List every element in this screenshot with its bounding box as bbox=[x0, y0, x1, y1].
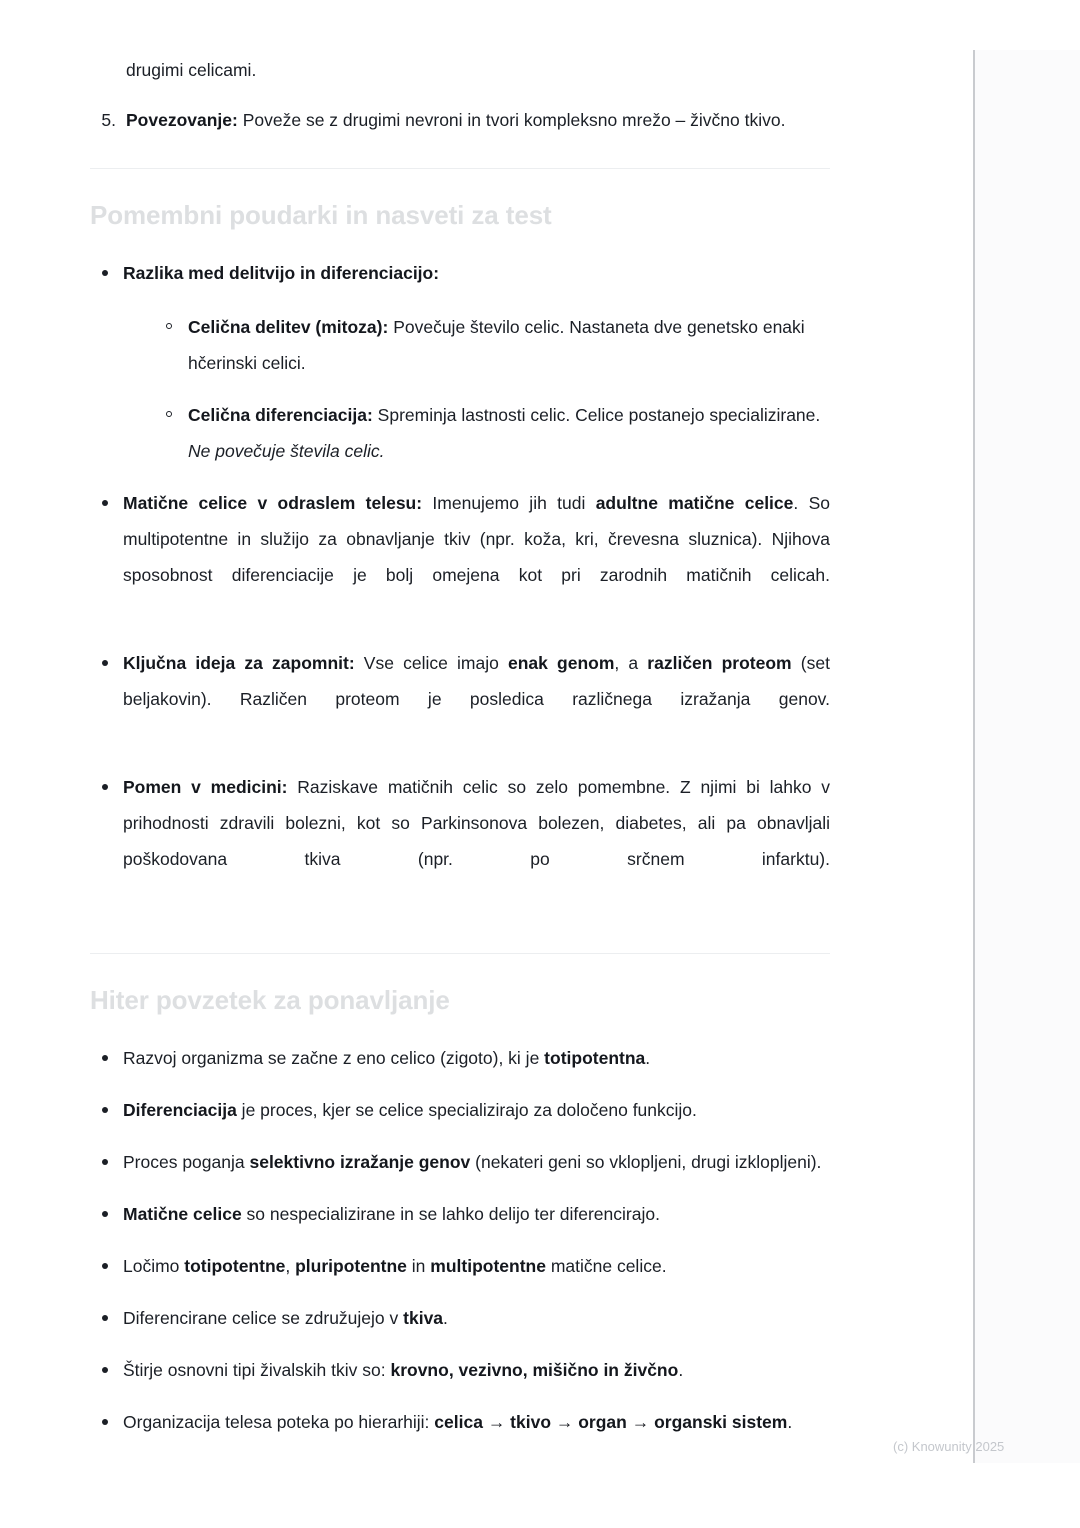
list-item-text bbox=[123, 1248, 830, 1284]
list-item-body: . bbox=[787, 1411, 793, 1432]
list-item-emphasis-1: adultne matične celice bbox=[595, 492, 794, 513]
list-item-emphasis: selektivno izražanje genov bbox=[249, 1151, 471, 1172]
list-item-body: . bbox=[443, 1307, 448, 1328]
bullet-dot-icon bbox=[102, 1315, 108, 1321]
list-item-body: Raziskave matičnih celic so zelo pomembne. Z njimi bi lahko v prihodnosti zdravili bolezni, kot so Parkinsonova bolezen, diabetes, ali pa obnavljali poškodovana tkiva (npr. po srčnem infarktu). bbox=[123, 776, 831, 869]
bullet-dot-icon bbox=[102, 1367, 108, 1373]
list-item-body-1: Vse celice imajo bbox=[354, 652, 508, 673]
list-item-emphasis: Diferenciacija bbox=[123, 1099, 237, 1120]
bullet-dot-icon bbox=[102, 660, 108, 666]
list-item-body: Proces poganja bbox=[123, 1151, 250, 1172]
section-divider-2 bbox=[90, 953, 830, 954]
list-item-text bbox=[123, 1144, 830, 1180]
section-divider-1 bbox=[90, 168, 830, 169]
numbered-item-body: Poveže se z drugimi nevroni in tvori kompleksno mrežo – živčno tkivo. bbox=[237, 110, 786, 130]
nested-item-text bbox=[188, 397, 830, 469]
nested-bullet-list bbox=[123, 309, 830, 469]
list-item bbox=[90, 1248, 830, 1284]
tips-bullet-list bbox=[90, 255, 830, 913]
bullet-dot-icon bbox=[102, 1159, 108, 1165]
list-item-body: so nespecializirane in se lahko delijo ter diferencirajo. bbox=[241, 1203, 660, 1224]
bullet-ring-icon bbox=[166, 411, 172, 417]
numbered-item-label: Povezovanje: bbox=[126, 110, 238, 130]
list-item-body: in bbox=[406, 1255, 431, 1276]
list-item-body-3: (set beljakovin). Različen proteom je posledica različnega izražanja genov. bbox=[123, 652, 830, 709]
list-item-text bbox=[123, 1092, 830, 1128]
bullet-dot-icon bbox=[102, 784, 108, 790]
list-item bbox=[156, 309, 830, 381]
list-item-body: Organizacija telesa poteka po hierarhiji: bbox=[123, 1411, 435, 1432]
copyright-watermark: (c) Knowunity 2025 bbox=[893, 1439, 1005, 1454]
list-item-emphasis: totipotentne bbox=[184, 1255, 286, 1276]
list-item-emphasis: celica → tkivo → organ → organski sistem bbox=[434, 1411, 788, 1432]
list-item bbox=[90, 769, 830, 913]
list-item-body: Diferencirane celice se združujejo v bbox=[123, 1307, 404, 1328]
list-item-body: (nekateri geni so vklopljeni, drugi izklopljeni). bbox=[470, 1151, 822, 1172]
list-item-text bbox=[123, 769, 830, 913]
list-item-text bbox=[123, 1196, 830, 1232]
list-item-label: Ključna ideja za zapomnit: bbox=[123, 652, 355, 673]
bullet-dot-icon bbox=[102, 270, 108, 276]
list-item bbox=[156, 397, 830, 469]
list-item-emphasis: pluripotentne bbox=[295, 1255, 407, 1276]
numbered-list-item bbox=[90, 102, 830, 138]
list-item bbox=[90, 255, 830, 469]
bullet-dot-icon bbox=[102, 1107, 108, 1113]
list-item-label: Matične celice v odraslem telesu: bbox=[123, 492, 423, 513]
list-item-text bbox=[123, 1300, 830, 1336]
nested-item-body: Spreminja lastnosti celic. Celice postanejo specializirane. bbox=[372, 404, 821, 425]
list-item-text bbox=[123, 645, 830, 753]
list-item-emphasis-1: enak genom bbox=[507, 652, 615, 673]
list-item-text bbox=[123, 255, 830, 291]
list-item-emphasis: multipotentne bbox=[430, 1255, 546, 1276]
bullet-ring-icon bbox=[166, 323, 172, 329]
list-item-body-2: . So multipotentne in služijo za obnavljanje tkiv (npr. koža, kri, črevesna sluznica). Njihova sposobnost diferenciacije je bolj omejena kot pri zarodnih matičnih celicah. bbox=[123, 492, 830, 585]
orphan-text-line: drugimi celicami. bbox=[126, 60, 257, 80]
bullet-dot-icon bbox=[102, 500, 108, 506]
list-item-body-2: , a bbox=[614, 652, 648, 673]
list-item-label: Razlika med delitvijo in diferenciacijo: bbox=[123, 262, 440, 283]
section-heading-tips: Pomembni poudarki in nasveti za test bbox=[90, 200, 552, 230]
document-content-column bbox=[90, 0, 830, 1456]
list-item bbox=[90, 1092, 830, 1128]
numbered-item-text bbox=[126, 102, 830, 138]
list-item bbox=[90, 1300, 830, 1336]
list-item-body: , bbox=[285, 1255, 296, 1276]
nested-item-italic-note: Ne povečuje števila celic. bbox=[188, 440, 385, 461]
list-item-body: . bbox=[678, 1359, 684, 1380]
list-item-body: Štirje osnovni tipi živalskih tkiv so: bbox=[123, 1359, 391, 1380]
bullet-dot-icon bbox=[102, 1211, 108, 1217]
list-item bbox=[90, 1144, 830, 1180]
list-item-body: . bbox=[645, 1047, 651, 1068]
list-item bbox=[90, 1352, 830, 1388]
numbered-list bbox=[90, 102, 830, 138]
nested-item-label: Celična delitev (mitoza): bbox=[188, 316, 389, 337]
list-item-text bbox=[123, 1404, 830, 1440]
bullet-dot-icon bbox=[102, 1419, 108, 1425]
bullet-dot-icon bbox=[102, 1055, 108, 1061]
list-item bbox=[90, 645, 830, 753]
nested-item-text bbox=[188, 309, 830, 381]
list-item bbox=[90, 1040, 830, 1076]
list-item-emphasis: krovno, vezivno, mišično in živčno bbox=[390, 1359, 679, 1380]
list-item-emphasis: tkiva bbox=[403, 1307, 444, 1328]
list-item bbox=[90, 1196, 830, 1232]
list-item-body: Ločimo bbox=[123, 1255, 185, 1276]
list-item-emphasis: Matične celice bbox=[123, 1203, 242, 1224]
nested-item-label: Celična diferenciacija: bbox=[188, 404, 373, 425]
list-item-body-1: Imenujemo jih tudi bbox=[422, 492, 596, 513]
bullet-dot-icon bbox=[102, 1263, 108, 1269]
list-item-text bbox=[123, 1040, 830, 1076]
list-number-marker: 5. bbox=[101, 110, 116, 130]
vertical-scrollbar[interactable] bbox=[973, 50, 1080, 1463]
list-item bbox=[90, 485, 830, 629]
list-item-text bbox=[123, 485, 830, 629]
list-item-body: matične celice. bbox=[545, 1255, 667, 1276]
list-item bbox=[90, 1404, 830, 1440]
nested-item-body: Povečuje število celic. Nastaneta dve genetsko enaki hčerinski celici. bbox=[188, 316, 805, 373]
list-item-body: je proces, kjer se celice specializirajo za določeno funkcijo. bbox=[236, 1099, 697, 1120]
list-item-emphasis-2: različen proteom bbox=[647, 652, 792, 673]
list-item-body: Razvoj organizma se začne z eno celico (zigoto), ki je bbox=[123, 1047, 545, 1068]
section-heading-summary: Hiter povzetek za ponavljanje bbox=[90, 984, 450, 1015]
list-item-text bbox=[123, 1352, 830, 1388]
list-item-emphasis: totipotentna bbox=[544, 1047, 646, 1068]
summary-bullet-list bbox=[90, 1040, 830, 1440]
list-item-label: Pomen v medicini: bbox=[123, 776, 288, 797]
